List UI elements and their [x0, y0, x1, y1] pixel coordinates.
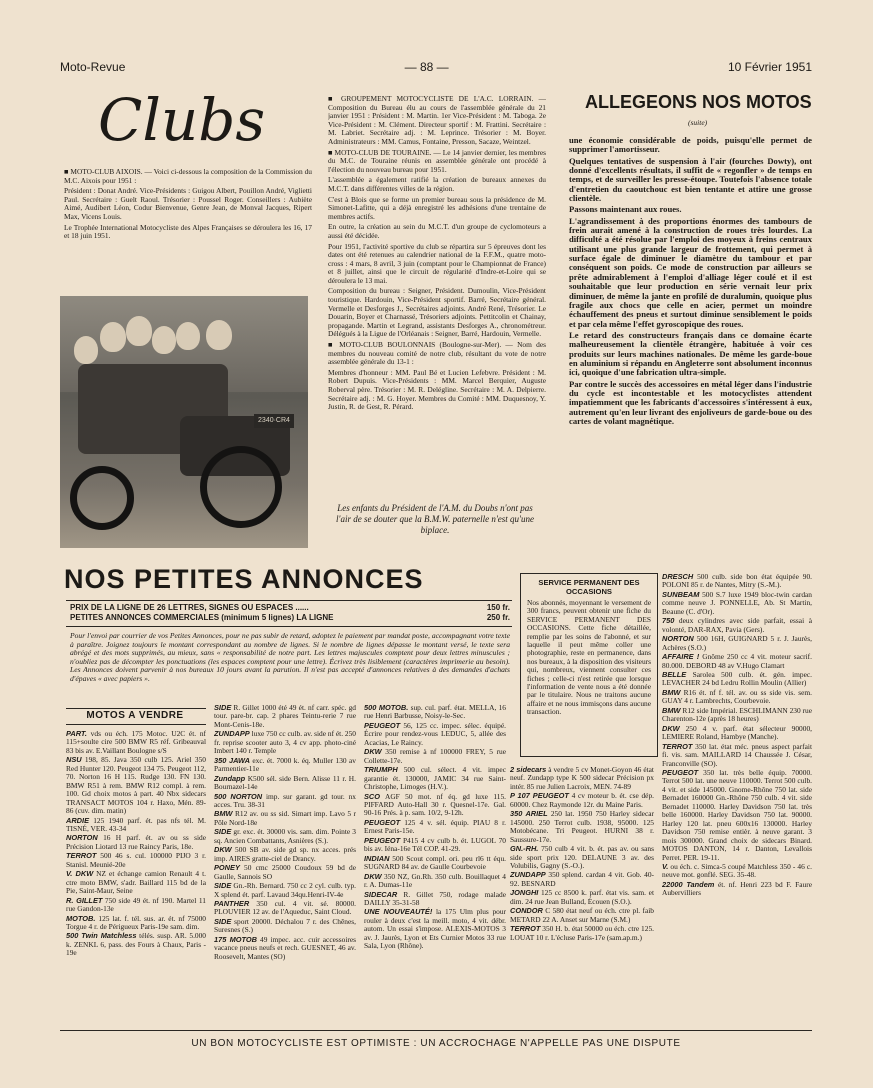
ad-text: 350 splend. cardan 4 vit. Gob. 40-92. BESNARD: [510, 870, 654, 888]
ad-text: la 175 Ulm plus pour rouler à deux c'est la meill. moto, 4 vit. débr. autom. Un essai s'impose. ALEXIS-MOTOS 3 av. J. Jaurès, Lyon et Ets Curnier Motos 33 rue Sala, Lyon (Rhône).: [364, 907, 506, 951]
ad-lead: DKW: [214, 845, 232, 855]
ad-lead: SCO: [364, 791, 381, 801]
ads-column-4: [510, 766, 654, 1025]
ad-lead: 750: [662, 616, 675, 626]
classified-ad: [364, 748, 506, 765]
classified-ad: [66, 870, 206, 895]
classified-ad: [364, 793, 506, 818]
magazine-name: Moto-Revue: [60, 60, 126, 74]
ad-text: R12 av. ou ss sid. Simart imp. Lavo 5 r Pôle Nord-18e: [214, 809, 356, 827]
allegeons-suite: (suite): [688, 118, 708, 127]
ad-text: imp. sur garant. gd tour. nx acces. Tru. 38-31: [214, 791, 356, 809]
ad-lead: SIDE: [214, 916, 232, 926]
ad-text: P415 4 cv culb b. ét. LUGOL 70 bis av. Iéna-16e Tél COP. 41-29.: [364, 835, 506, 854]
ad-lead: NSU: [66, 755, 82, 765]
classified-ad: [214, 864, 356, 881]
paragraph: C'est à Blois que se forme un premier bureau sous la présidence de M. Simonet-Lafitte, qui a déjà enregistré les adhésions d'une trentaine de membres actifs.: [328, 194, 546, 221]
ad-text: vds ou éch. 175 Motoc. U2C ét. nf 115+soulte cire 500 BMW R5 réf. Gribeauval 83 bis av. E.Vaillant Boulogne s/S: [66, 730, 206, 755]
ad-lead: TERROT: [66, 851, 97, 861]
clubs-column-1: [64, 168, 312, 292]
classified-ad: [364, 908, 506, 950]
ad-text: Sarolea 500 culb. ét. gén. impec. LEVACHER 24 bd Ledru Rollin Moulin (Allier): [662, 669, 812, 688]
ad-text: 198, 85. Java 350 culb 125. Ariel 350 Red Hunter 120. Peugeot 134 75. Peugeot 112, 70. Norton 16 H 115. Rudge 130. FN 130. BMW R51 à rem. BMW R12 compl. à rem. 100. Gd choix motos à part. 40 Nbx sidecars TRANSACT MOTOS 104 r. Haxo, Mén. 89-86 (cuv. dim. matin): [66, 755, 206, 816]
ad-text: 49 impec. acc. cuir accessoires vacance pneus neufs et rech. GUESNET, 46 av. Roosevelt, Mantes (SO): [214, 934, 356, 961]
classified-ad: [364, 722, 506, 747]
paragraph: ■ MOTO-CLUB BOULONNAIS (Boulogne-sur-Mer). — Nom des membres du nouveau comité de notre club, résultant du vote de notre assemblée générale du 13-1 :: [328, 340, 546, 367]
ad-lead: 350 JAWA: [214, 755, 250, 765]
ad-lead: MOTOB.: [66, 913, 96, 923]
classified-ad: [66, 834, 206, 851]
ad-lead: DKW: [662, 723, 680, 733]
ad-lead: 500 MOTOB.: [364, 704, 409, 712]
divider: [60, 1030, 812, 1031]
classified-ad: [364, 819, 506, 836]
ad-text: 500 SB av. side gd sp. nx acces. prés imp. AIRES gratte-ciel de Drancy.: [214, 845, 356, 863]
ad-lead: UNE NOUVEAUTÉ!: [364, 907, 433, 917]
classified-ad: [364, 837, 506, 854]
ad-lead: BMW: [662, 687, 681, 697]
ad-lead: BMW: [662, 705, 681, 715]
classified-ad: [214, 918, 356, 935]
classified-ad: [214, 882, 356, 899]
ad-text: 125 1940 parf. ét. pas nfs tél. M. TISNÉ, VER. 43-34: [66, 815, 206, 833]
ad-lead: ZUNDAPP: [214, 729, 250, 739]
annonces-heading: NOS PETITES ANNONCES: [64, 564, 424, 594]
paragraph: Par contre le succès des accessoires en métal léger dans l'industrie du cycle est incontestable et les motocyclistes attendent impatiemment que les fabricants d'accessoires s'intéressent à eux, autrement qu'en leur livrant des enjoliveurs de garde-boue ou des cartes de volant magnétique.: [569, 378, 812, 426]
divider: [66, 708, 206, 709]
paragraph: L'assemblée a également ratifié la création de bureaux annexes du M.C.T. dans différentes villes de la région.: [328, 175, 546, 193]
ad-lead: DKW: [364, 871, 382, 881]
ad-lead: PEUGEOT: [364, 835, 401, 845]
ad-text: 16 H parf. ét. av ou ss side Précision Liotard 13 rue Raincy Paris, 18e.: [66, 833, 206, 851]
footer-slogan: UN BON MOTOCYCLISTE EST OPTIMISTE : UN ACCROCHAGE N'APPELLE PAS UNE DISPUTE: [191, 1038, 681, 1049]
classified-ad: [662, 689, 812, 706]
ad-text: 350 NZ, Gn.Rh. 350 culb. Bouillaquet 4 r. A. Dumas-11e: [364, 871, 506, 890]
classified-ad: [214, 775, 356, 792]
classified-ad: [66, 852, 206, 869]
ad-lead: DKW: [364, 747, 382, 757]
classified-ad: [662, 573, 812, 590]
classified-ad: [662, 725, 812, 742]
ads-column-3: [364, 704, 506, 1025]
classified-ad: [510, 925, 654, 942]
ad-lead: ZUNDAPP: [510, 870, 546, 880]
prix-line-1-label: PRIX DE LA LIGNE DE 26 LETTRES, SIGNES OU ESPACES ......: [70, 603, 309, 612]
paragraph: Président : Donat André. Vice-Présidents : Guigou Albert, Pouillon André, Viglietti Paul. Secrétaire : Guelt Raoul. Trésorier : Poussel Roger. Conseillers : Aubiète Aimé, Audibert Léon, Codur Bienvenue, Genre Jean, de Monval Jacques, Ripert Max, Vicens Louis.: [64, 186, 312, 221]
ad-text: 350 lat. très belle équip. 70000. Terrot 500 lat. une neuve 110000. Terrot 500 culb. 4 vit. et side 145000. Gnome-Rhône 750 lat. side Bernadet 160000 Gn.-Rhône 750 culb. 4 vit. side Bernadet 110000. Harley Davidson 750 lat. très belle 160000. Harley Davidson 750 lat. 90000. Harley 120 lat. pneu 600x16 130000. Harley Davidson 750 remise entièr. à neuve garant. 3 mois 300000. Grand choix de sidecars Binard. MOTOS DANTON, 14 r. Danton, Levallois Perret. PER. 19-11.: [662, 767, 812, 862]
ad-lead: NORTON: [66, 833, 98, 843]
classified-ad: [510, 810, 654, 844]
classified-ad: [66, 932, 206, 957]
divider: [66, 724, 206, 725]
classified-ad: [662, 863, 812, 880]
ad-lead: TERROT: [510, 924, 541, 934]
ads-column-1: [66, 730, 206, 1025]
page-number: — 88 —: [404, 60, 449, 74]
ad-lead: 22000 Tandem: [662, 879, 715, 889]
classified-ad: [662, 707, 812, 724]
ad-lead: PEUGEOT: [364, 720, 401, 730]
ad-lead: AFFAIRE !: [662, 652, 700, 662]
classified-ad: [662, 769, 812, 862]
service-text: Nos abonnés, moyennant le versement de 300 francs, peuvent obtenir une fiche du SERVICE PERMANENT DES OCCASIONS. Cette fiche détaillée, remplie par les soins de l'abonné, et sur laquelle il peut même coller une photographie, reste en permanence, dans nos bureaux, à la disposition des visiteurs qui, nombreux, viennent consulter ces fiches ; celle-ci n'est retirée que lorsque l'information de vente nous a été donnée par le titulaire. Nous ne traitons aucune affaire et ne nous immisçons dans aucune transaction.: [527, 598, 651, 717]
prix-box: [70, 603, 510, 623]
ad-lead: Zundapp: [214, 773, 246, 783]
classified-ad: [214, 810, 356, 827]
classified-ad: [662, 635, 812, 652]
ad-text: Gn.-Rh. Bernard. 750 cc 2 cyl. culb. typ. X splend ét. parf. Lavaud 34qu.Henri-IV-4e: [214, 881, 356, 899]
ad-text: 500 46 s. cul. 100000 PIJO 3 r. Stanisl. Meunié-20e: [66, 851, 206, 869]
service-title: SERVICE PERMANENT DES OCCASIONS: [538, 578, 640, 596]
classified-ad: [66, 915, 206, 932]
paragraph: Le retard des constructeurs français dans ce domaine écarte malheureusement la clientèle étrangère, habituée à voir ces produits sur leurs machines nationales. De même les garde-boue en aluminium si répandu en Angleterre sont absolument inconnus ici, quoique d'une fabrication ultra-simple.: [569, 329, 812, 378]
paragraph: Passons maintenant aux roues.: [569, 204, 682, 215]
classified-ad: [66, 730, 206, 755]
classified-ad: [214, 757, 356, 774]
divider: [66, 626, 512, 627]
ad-lead: BELLE: [662, 669, 687, 679]
issue-date: 10 Février 1951: [727, 60, 812, 74]
ad-lead: R. GILLET: [66, 895, 103, 905]
classified-ad: [364, 766, 506, 791]
ad-lead: PART.: [66, 730, 87, 738]
ad-text: 500 S.7 luxe 1949 bloc-twin cardan comme neuve J. PONNELLE, Ab. St Martin, Beaune (C. d'Or).: [662, 589, 812, 616]
ad-text: 125 4 v. sél. équip. PIAU 8 r. Ernest Paris-15e.: [364, 817, 506, 836]
ad-text: 500 16H, GUIGNARD 5 r. J. Jaurès, Achères (S.O.): [662, 634, 812, 652]
allegeons-title: ALLEGEONS NOS MOTOS: [585, 92, 812, 112]
ad-text: 350 lat. état méc. pneus aspect parfait fi. vis. sam. MAILLARD 14 Chaussée J. César, Franconville (SO).: [662, 741, 812, 768]
ad-text: 4 cv moteur b. ét. cse dép. 60000. Chez Raymonde 12r. du Maine Paris.: [510, 791, 654, 809]
ad-lead: INDIAN: [364, 853, 390, 863]
ad-text: sup. cul. parf. état. MELLA, 16 rue Henri Barbusse, Noisy-le-Sec.: [364, 704, 506, 721]
classified-ad: [510, 871, 654, 888]
classified-ad: [662, 617, 812, 634]
annonces-notice: Pour l'envoi par courrier de vos Petites Annonces, pour ne pas subir de retard, adoptez le paiement par mandat poste, accompagnant votre texte à paraître. Joignez toujours le montant correspondant au nombre de lignes. Si le nombre de lignes dépasse le montant versé, le texte sera abrégé et des mots supprimés, au mieux, sans « responsabilité de notre part. Les lettres majuscules comptent pour deux lettres minuscules ; n'oubliez pas de décompter les ponctuations (les espaces comptent pour une lettre). Écrivez très lisiblement (caractères imprimerie au besoin). Les Annonces doivent parvenir à nos bureaux 10 jours avant la parution. Il n'est pas accepté d'annonces relatives à des demandes d'achats d'épaves « avec papiers ».: [70, 631, 510, 683]
ad-text: AGF 50 mot. nf éq. gd luxe 115. PIFFARD Auto-Hall 30 r. Quesnel-17e. Gal. 90-16 Prés. à p. sam. 10/2, 9-12h.: [364, 791, 506, 818]
ad-lead: PEUGEOT: [364, 817, 401, 827]
paragraph: Le Trophée International Motocycliste des Alpes Françaises se déroulera les 16, 17 et 18 juin 1951.: [64, 222, 312, 241]
ad-lead: PANTHER: [214, 898, 250, 908]
ad-lead: 175 MOTOB: [214, 934, 257, 944]
ad-lead: GN.-RH.: [510, 844, 539, 854]
ad-text: 125 cc 8500 k. parf. état vis. sam. et dim. 24 rue Jean Bulland, Écouen (S.O.).: [510, 888, 654, 906]
divider: [66, 600, 512, 601]
paragraph: ■ MOTO-CLUB AIXOIS. — Voici ci-dessous la composition de la Commission du M.C. Aixois pour 1951 :: [64, 168, 312, 185]
paragraph: Composition du bureau : Seigner, Président. Dumoulin, Vice-Président touristique. Hardouin, Vice-Président sportif. Barré, Secrétaire général. Vermelle et Desforges J., Secrétaires adjoints. André René, Trésorier. Le Douarin, Boyer et Charnassé, Trésoriers adjoints. Pettitcolin et Chainay, propagande. Martin et Legrand, assistants Desforges A., chronométreur. Délégués à la Ligue de l'Orléanais : Seigner, Barré, Hardouin, Vermelle.: [328, 286, 546, 339]
ad-text: C 580 état neuf ou éch. ctre pl. faib METARD 22 A. Anset sur Marne (S.M.): [510, 906, 654, 924]
ad-lead: ARDIE: [66, 815, 89, 825]
ad-lead: NORTON: [662, 634, 694, 644]
classified-ad: [214, 846, 356, 863]
ads-column-5: [662, 573, 812, 1025]
ad-text: télés. susp. AR. 5.000 k. ZENKL 6, pass. des Fours à Chaux, Paris - 19e: [66, 931, 206, 958]
classified-ad: [66, 756, 206, 815]
ad-text: gr. exc. ét. 30000 vis. sam. dim. Pointe 3 sq. Ancien Combattants, Asnières (S.).: [214, 827, 356, 845]
paragraph: ■ GROUPEMENT MOTOCYCLISTE DE L'A.C. LORRAIN. — Composition du Bureau élu au cours de l'assemblée générale du 21 janvier 1951 : Président : M. Martin. 1er Vice-Président : M. Taboga. 2e Vice-Président : M. Clément. Directeur sportif : M. Frattini. Secrétaire : M. Labriet. Secrétaire adj. : M. Leprince. Trésorier : M. Boyer. Administrateurs : MM. Camus, Fontaine, Presson, Sacaze, Weintzel.: [328, 95, 546, 146]
ad-text: R16 ét. nf f. tél. av. ou ss side vis. sem. GUAY 4 r. Lambrechts, Courbevoie.: [662, 687, 812, 706]
ad-text: K500 sél. side Bern. Alisse 11 r. H. Bournazel-14e: [214, 773, 356, 792]
ad-lead: SIDECAR: [364, 889, 398, 899]
paragraph: Pour 1951, l'activité sportive du club se répartira sur 5 épreuves dont les dates ont été retenues au calendrier national de la F.F.M., quatre moto-cross : 4 mars, 8 avril, 3 juin (comptant pour le Championnat de France) et 8 juillet, ainsi que le circuit de régularité d'Indre-et-Loire qui se déroulera le 13 mai.: [328, 241, 546, 285]
ad-lead: PONEY: [214, 863, 240, 873]
classified-ad: [214, 704, 356, 729]
ad-text: 250 4 v. parf. état sélecteur 90000, LEMIERE Roland, Hambye (Manche).: [662, 723, 812, 742]
ad-lead: PEUGEOT: [662, 767, 699, 777]
classified-ad: [510, 792, 654, 809]
paragraph: Quelques tentatives de suspension à l'air (fourches Dowty), ont donné d'excellents résultats, il suffit de « regonfler » de temps en temps, et de surveiller les presse-étoupe. Toutefois l'absence totale d'entretien du caoutchouc est bien tentante et attire une grosse clientèle.: [569, 155, 812, 204]
ad-text: 500 cul. sélect. 4 vit. impec garantie ét. 130000, JAMIC 34 rue Saint-Christophe, Limoges (H.V.).: [364, 765, 506, 792]
classified-ad: [214, 793, 356, 810]
photo-caption: Les enfants du Président de l'A.M. du Doubs n'ont pas l'air de se douter que la B.M.W. paternelle n'est qu'une biplace.: [336, 503, 534, 535]
prix-line-2-label: PETITES ANNONCES COMMERCIALES (minimum 5 lignes) LA LIGNE: [70, 613, 334, 622]
ad-text: 350 cul. 4 vit. sé. 80000. PLOUVIER 12 av. de l'Aqueduc, Saint Cloud.: [214, 898, 356, 917]
classified-ad: [510, 766, 654, 791]
classified-ad: [214, 900, 356, 917]
ad-text: 750 side 49 ét. nf 190. Martel 11 rue Gandon-13e: [66, 895, 206, 914]
classified-ad: [214, 936, 356, 961]
ads-column-2: [214, 704, 356, 1025]
clubs-heading: Clubs: [98, 86, 266, 154]
ad-text: 500 culb. side bon état équipée 90. POLONI 85 r. de Nantes, Mitry (S.-M.).: [662, 573, 812, 590]
paragraph: une économie considérable de poids, puisqu'elle permet de supprimer l'amortisseur.: [569, 136, 812, 155]
classified-ad: [66, 897, 206, 914]
motos-a-vendre-heading: MOTOS A VENDRE: [86, 710, 184, 721]
classified-ad: [662, 653, 812, 670]
ad-text: 125 lat. f. tél. sus. ar. ét. nf 75000 Torgue 4 r. de Périgueux Paris-19e sam. dim.: [66, 913, 206, 931]
ad-text: luxe 750 cc culb. av. side nf ét. 250 fr. reprise scooter auto 3, 4 cv app. photo-ciné Imbert 140 r. Temple: [214, 729, 356, 756]
ad-text: exc. ét. 7000 k. éq. Muller 130 av Parmentier-11e: [214, 755, 356, 774]
ad-text: R12 side Impérial. ESCHLIMANN 230 rue Charenton-12e (après 18 heures): [662, 705, 812, 724]
classified-ad: [364, 704, 506, 721]
classified-ad: [364, 873, 506, 890]
ad-lead: 2 sidecars: [510, 766, 547, 774]
ad-lead: DRESCH: [662, 573, 694, 581]
ad-lead: SIDE: [214, 704, 232, 712]
ad-text: Gnôme 250 cc 4 vit. moteur sacrif. 80.000. DEBORD 48 av V.Hugo Clamart: [662, 652, 812, 670]
classified-ad: [214, 730, 356, 755]
ad-lead: SIDE: [214, 881, 232, 891]
ad-lead: BMW: [214, 809, 233, 819]
ad-lead: TRIUMPH: [364, 765, 398, 775]
ad-text: NZ et échange camion Renault 4 t. ctre moto BMW, s'adr. Baillard 115 bd de la Pie, Saint-Maur, Seine: [66, 869, 206, 896]
ad-lead: CONDOR: [510, 906, 543, 916]
classified-ad: [510, 907, 654, 924]
paragraph: Membres d'honneur : MM. Paul Bé et Lucien Lefebvre. Président : M. Robert Dupuis. Vice-Présidents : MM. Marcel Berquier, Auguste Roberval père. Trésorier : M. R. Delégline. Secrétaire : M. A. Delpierre. Secrétaire adj. : M. G. Hoyer. Membres du Comité : MM. Duquesnoy, Y. Justin, R. de Gest, R. Pérard.: [328, 367, 546, 412]
ad-text: 750 culb 4 vit. b. ét. pas av. ou sans side sport prix 120. DELAUNE 3 av. des Volubilis, Gagny (S.-O.).: [510, 844, 654, 870]
ad-text: 350 remise à nf 100000 FREY, 5 rue Collette-17e.: [364, 747, 506, 765]
classified-ad: [66, 817, 206, 834]
ad-lead: V.: [662, 861, 669, 871]
prix-line-2-value: 250 fr.: [486, 613, 510, 622]
ad-lead: SIDE: [214, 827, 232, 837]
children-motorcycle-photo: 2340·CR4: [60, 296, 308, 548]
ad-lead: SUNBEAM: [662, 589, 700, 599]
ad-lead: V. DKW: [66, 869, 94, 879]
ad-text: ou éch. c. Simca-5 coupé Matchless 350 - 46 c. neuve mot. gonflé. SEG. 35-48.: [662, 861, 812, 880]
ad-text: deux cylindres avec side parfait, essai à volonté, DAR-RAX, Pavia (Gers).: [662, 616, 812, 634]
classified-ad: [364, 855, 506, 872]
ad-text: à vendre 5 cv Monet-Goyon 46 état neuf. Zundapp type K 500 sidecar Précision px intér. 85 rue Julien Lacroix, MEN. 74-89: [510, 766, 654, 791]
paragraph: L'agrandissement à des proportions énormes des tambours de frein aurait amené à la construction de roues très lourdes. La difficulté a été résolue par l'emploi des moyeux à freins centraux utilisant une plus grande largeur de frottement, qui permet à surface égale de diminuer le diamètre du tambour et par conséquent son poids. Ce mode de construction par ailleurs se prête admirablement à l'emploi d'alliage léger coulé et il est souhaitable que leur production en série vernait leur prix diminuer, de même la jante en profilé de duralumin, quoique plus fragile aux chocs que celle en acier, permet un moindre échauffement des pneus et surtout diminue sensiblement le poids et par cela même l'effet gyroscopique des roues.: [569, 215, 812, 329]
classified-ad: [510, 845, 654, 870]
ad-lead: 350 ARIEL: [510, 809, 548, 819]
classified-ad: [662, 671, 812, 688]
allegeons-article-text: [569, 136, 812, 554]
ad-lead: 500 Twin Matchless: [66, 931, 137, 941]
ad-lead: JONGHI: [510, 888, 539, 898]
paragraph: En outre, la création au sein du M.C.T. d'un groupe de cyclomoteurs a aussi été décidée.: [328, 222, 546, 240]
ad-text: R. Gillet 1000 été 49 ét. nf carr. spéc. gd tour. pare-br. cap. 2 phares Teintu-rerie 7 rue Mont-Cenis-18e.: [214, 704, 356, 729]
classified-ad: [214, 828, 356, 845]
ad-lead: 500 NORTON: [214, 791, 263, 801]
paragraph: ■ MOTO-CLUB DE TOURAINE. — Le 14 janvier dernier, les membres du M.C. de Touraine réunis en assemblée générale ont procédé à l'élection du nouveau bureau pour 1951.: [328, 147, 546, 174]
ad-text: 56, 125 cc. impec. sélec. équipé. Écrire pour rendez-vous LEDUC, 5, allée des Acacias, Le Raincy.: [364, 720, 506, 747]
ad-text: R. Gillet 750, rodage malade DAILLY 35-31-58: [364, 889, 506, 907]
ad-text: 250 lat. 1950 750 Harley sidecar 145000. 250 Terrot culb. 1938, 95000. 125 Motobécane. Tri Peugeot. HURNI 38 r. Saussure-17e.: [510, 809, 654, 844]
classified-ad: [662, 881, 812, 898]
ad-text: 50 cmc 25000 Coudoux 59 bd de Gaulle, Sannois SO: [214, 863, 356, 881]
clubs-column-2: [328, 95, 546, 495]
classified-ad: [662, 743, 812, 768]
ad-text: 350 H. b. état 50000 ou éch. ctre 125. LOUAT 10 r. L'écluse Paris-17e (sam.ap.m.): [510, 924, 654, 942]
page-header: [60, 58, 812, 76]
ad-text: ét. nf. Henri 223 bd F. Faure Aubervilliers: [662, 879, 812, 898]
classified-ad: [364, 891, 506, 908]
classified-ad: [510, 889, 654, 906]
classified-ad: [662, 591, 812, 616]
ad-lead: TERROT: [662, 741, 693, 751]
prix-line-1-value: 150 fr.: [486, 603, 510, 612]
ad-text: sport 20000. Déchalou 7 r. des Chênes, Suresnes (S.): [214, 916, 356, 935]
ad-lead: P 107 PEUGEOT: [510, 791, 569, 801]
service-permanent-box: [520, 573, 658, 757]
ad-text: 500 Scout compl. ori. peu rl6 tt équ. SUGNARD 84 av. de Gaulle Courbevoie: [364, 853, 506, 872]
